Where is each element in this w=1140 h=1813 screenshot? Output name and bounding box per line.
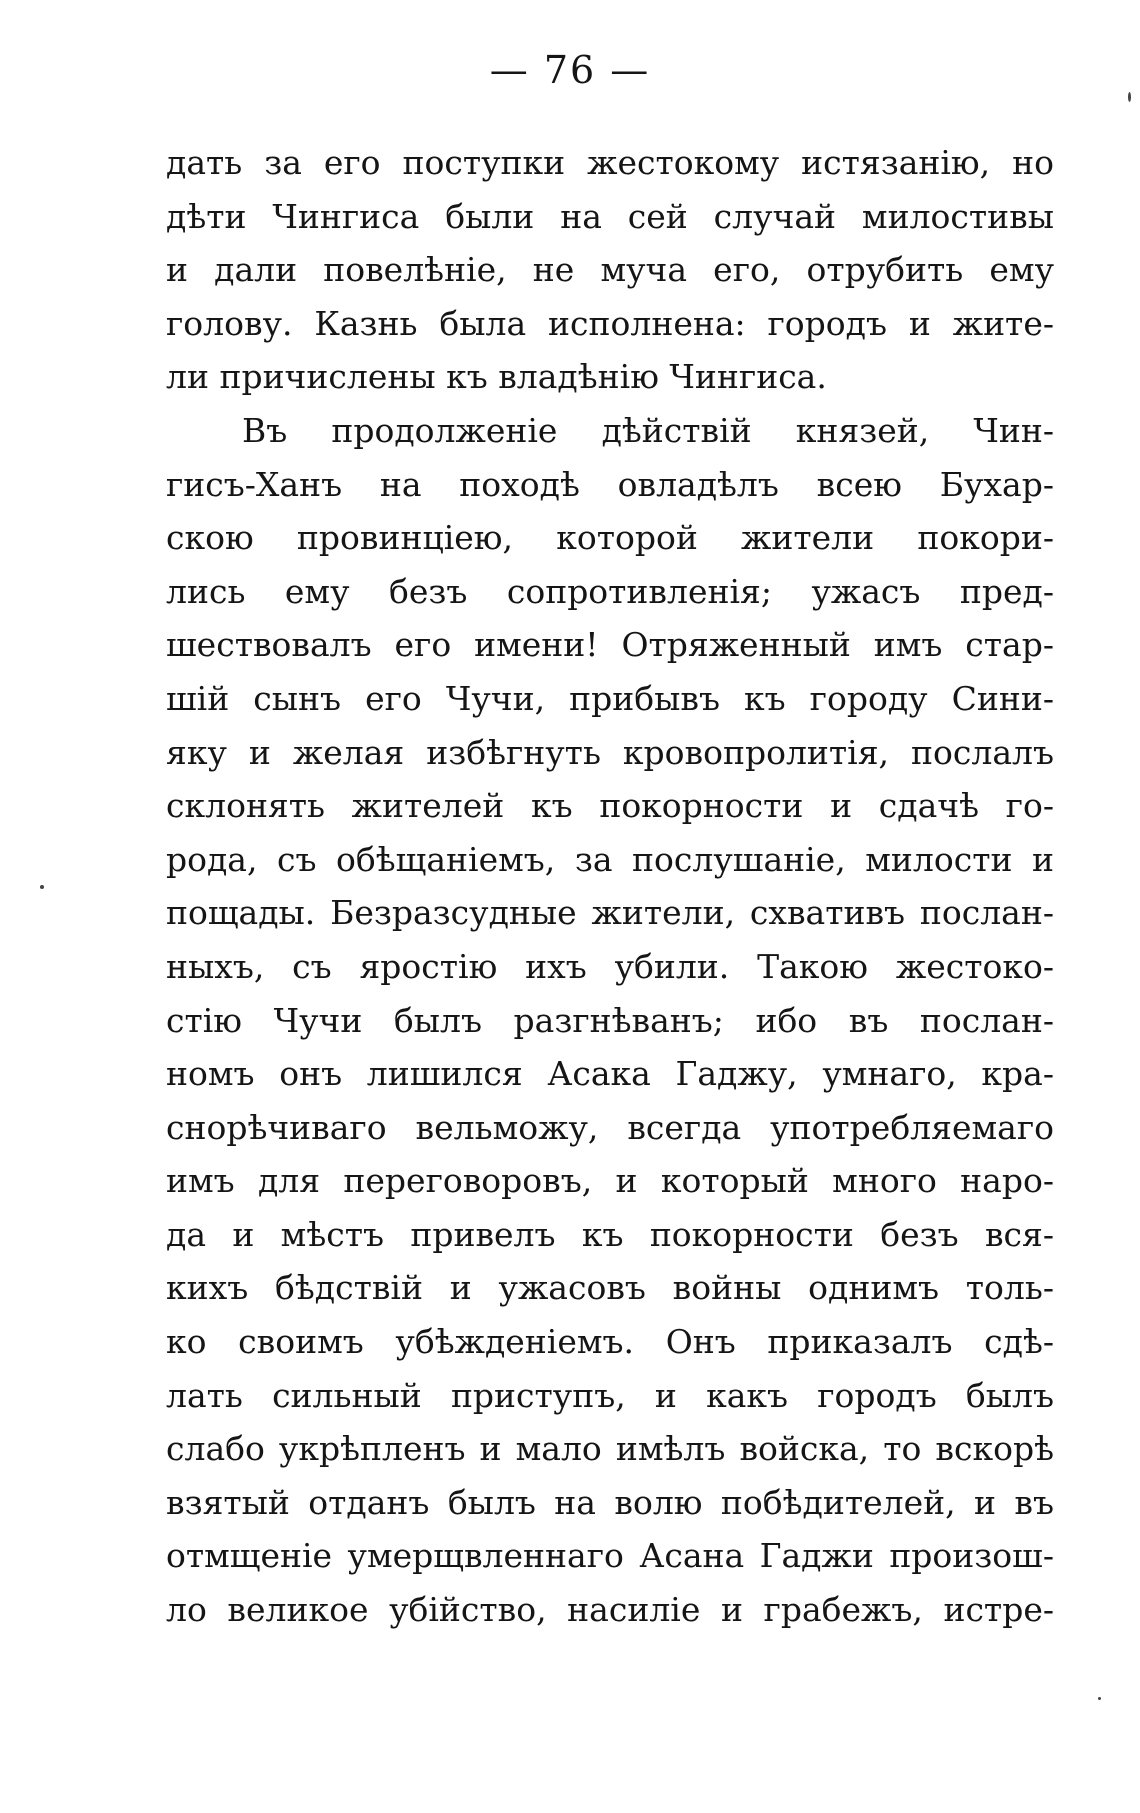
text-line: склонять жителей къ покорности и сдачѣ го- <box>166 786 1054 826</box>
text-line: гисъ-Ханъ на походѣ овладѣлъ всею Бухар- <box>166 464 1054 504</box>
text-line: слабо укрѣпленъ и мало имѣлъ войска, то вскорѣ <box>166 1429 1054 1469</box>
text-line: снорѣчиваго вельможу, всегда употребляемаго <box>166 1107 1054 1147</box>
text-line: ко своимъ убѣжденіемъ. Онъ приказалъ сдѣ- <box>166 1322 1054 1362</box>
text-line: Въ продолженіе дѣйствій князей, Чин- <box>242 410 1054 450</box>
text-line: ло великое убійство, насиліе и грабежъ, истре- <box>166 1590 1054 1630</box>
text-line: дать за его поступки жестокому истязанію, но <box>166 143 1054 182</box>
text-line: номъ онъ лишился Асака Гаджу, умнаго, кра- <box>166 1054 1054 1094</box>
text-line: лись ему безъ сопротивленія; ужасъ пред- <box>166 571 1054 611</box>
text-line: имъ для переговоровъ, и который много наро- <box>166 1161 1054 1201</box>
text-line: и дали повелѣніе, не муча его, отрубить ему <box>166 250 1054 290</box>
scan-speck <box>1128 92 1131 102</box>
page-number: — 76 — <box>489 48 651 92</box>
text-line: ныхъ, съ яростію ихъ убили. Такою жестоко- <box>166 946 1054 986</box>
text-line: да и мѣстъ привелъ къ покорности безъ вся- <box>166 1214 1054 1254</box>
text-line: отмщеніе умерщвленнаго Асана Гаджи произош- <box>166 1536 1054 1576</box>
text-line: пощады. Безразсудные жители, схвативъ послан- <box>166 893 1054 933</box>
text-line: взятый отданъ былъ на волю побѣдителей, и въ <box>166 1482 1054 1522</box>
text-line: кихъ бѣдствій и ужасовъ войны однимъ толь- <box>166 1268 1054 1308</box>
page-text <box>166 136 1054 1637</box>
text-line: стію Чучи былъ разгнѣванъ; ибо въ послан- <box>166 1000 1054 1040</box>
text-line: голову. Казнь была исполнена: городъ и жите- <box>166 303 1054 343</box>
text-line: яку и желая избѣгнуть кровопролитія, послалъ <box>166 732 1054 772</box>
text-line: шествовалъ его имени! Отряженный имъ стар- <box>166 625 1054 665</box>
text-line: шій сынъ его Чучи, прибывъ къ городу Сини- <box>166 678 1054 718</box>
text-line: ли причислены къ владѣнію Чингиса. <box>166 357 827 397</box>
text-line: скою провинціею, которой жители покори- <box>166 518 1054 558</box>
text-line: дѣти Чингиса были на сей случай милостивы <box>166 196 1054 236</box>
text-line: рода, съ обѣщаніемъ, за послушаніе, милости и <box>166 839 1054 879</box>
scan-speck <box>1098 1697 1101 1700</box>
scan-speck <box>40 885 44 889</box>
text-line: лать сильный приступъ, и какъ городъ былъ <box>166 1375 1054 1415</box>
